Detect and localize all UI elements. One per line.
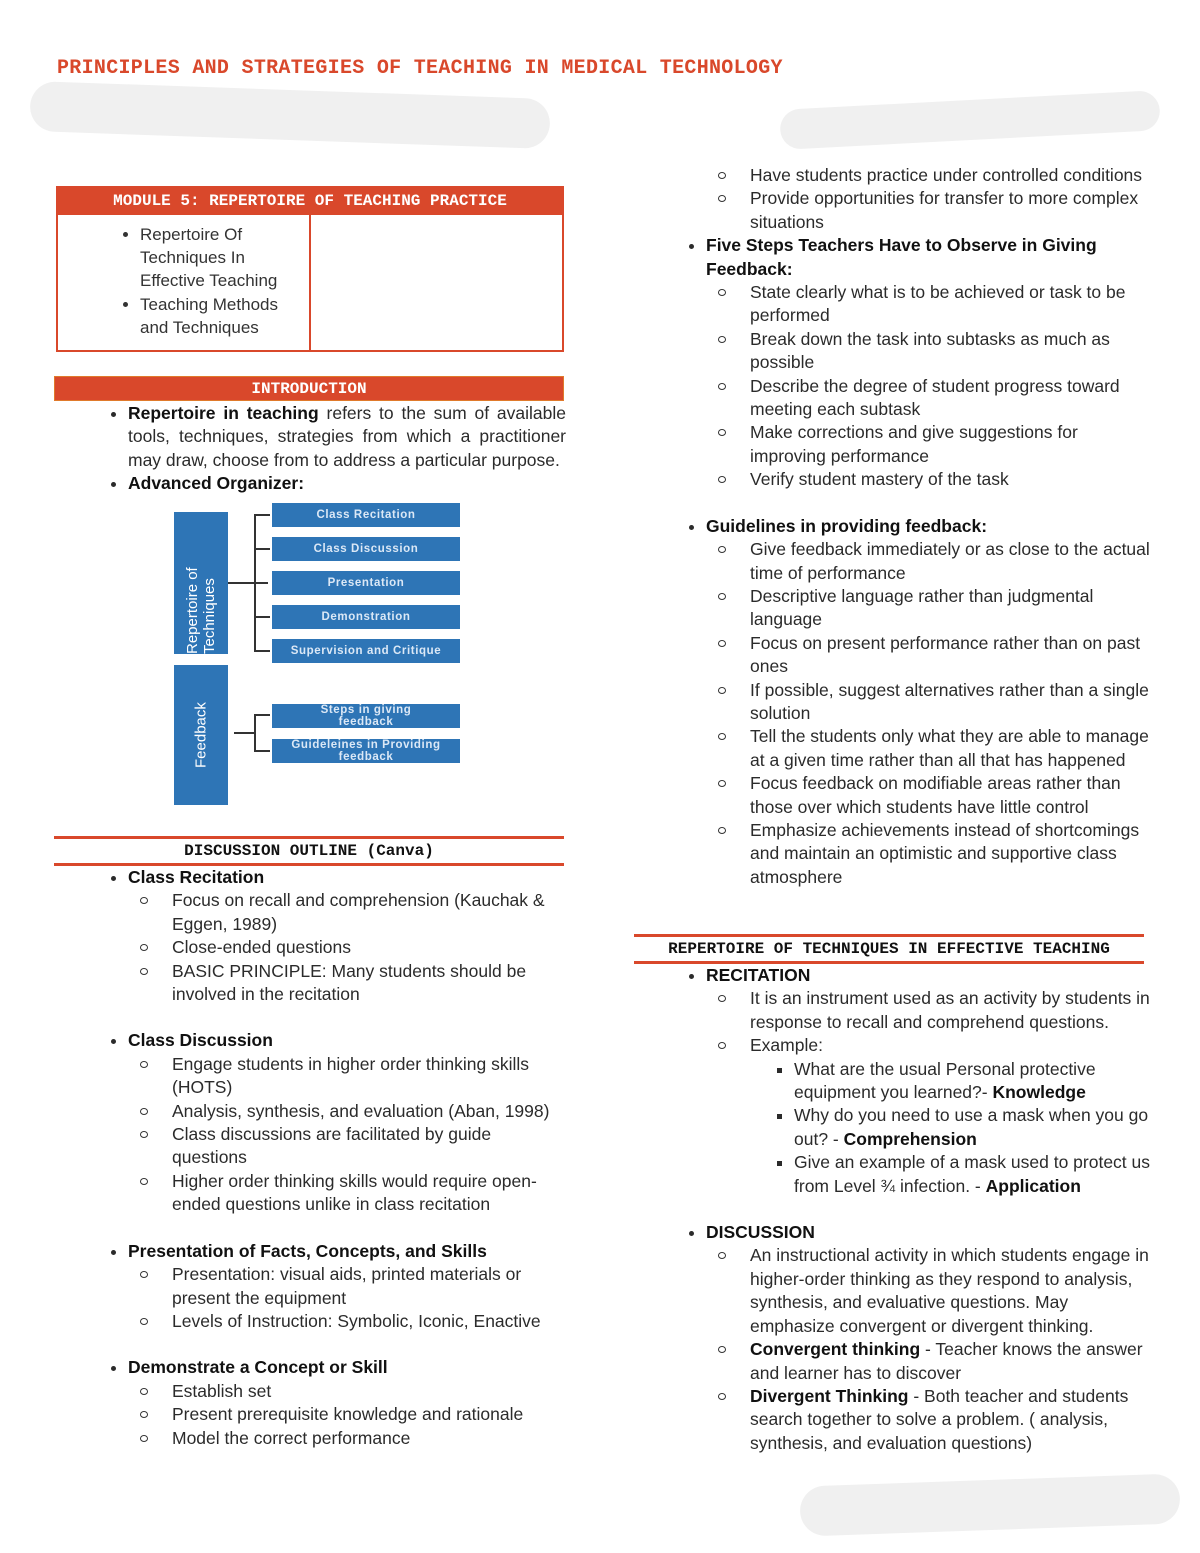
list-item: Descriptive language rather than judgmental language [750,585,1154,632]
list-item: Close-ended questions [172,936,566,959]
module-title: MODULE 5: REPERTOIRE OF TEACHING PRACTICE [58,188,562,215]
list-item: Tell the students only what they are able to manage at a given time rather than all that has happened [750,725,1154,772]
repertoire-section [634,964,1154,1455]
section-heading: • Guidelines in providing feedback: Give feedback immediately or as close to the actual time of performance Descriptive language rather than judgmental language Focus on present performance rather than on past ones If possible, suggest alternatives rather than a single solution Tell the students only what they are able to manage at a given time rather than all that has happened Focus feedback on modifiable areas rather than those over which students have little control Emphasize achievements instead of shortcomings and maintain an optimistic and supportive class atmosphere [706,515,1154,890]
section-heading: • Five Steps Teachers Have to Observe in Giving Feedback: State clearly what is to be achieved or task to be performed Break down the task into subtasks as much as possible Describe the degree of student progress toward meeting each subtask Make corrections and give suggestions for improving performance Verify student mastery of the task [706,234,1154,491]
advanced-organizer-diagram [172,500,472,810]
module-box [56,186,564,352]
module-topic-list [58,223,309,339]
list-item: State clearly what is to be achieved or task to be performed [750,281,1154,328]
list-item: Example: ▪ What are the usual Personal protective equipment you learned?- Knowledge ▪ Why do you need to use a mask when you go out? - Comprehension ▪ Give an example of a mask used to protect us from Level ¾ infection. - Application [750,1034,1154,1198]
list-item: Verify student mastery of the task [750,468,1154,491]
list-item: If possible, suggest alternatives rather than a single solution [750,679,1154,726]
list-item: Focus on present performance rather than on past ones [750,632,1154,679]
list-item: Analysis, synthesis, and evaluation (Aban, 1998) [172,1100,566,1123]
section-heading: • RECITATION It is an instrument used as an activity by students in response to recall and comprehend questions. Example: ▪ What are the usual Personal protective equipment you learned?- Knowledge ▪ Why do you need to use a mask when you go out? - Comprehension ▪ Give an example of a mask used to protect us from Level ¾ infection. - Application [706,964,1154,1198]
section-heading: • Class Discussion Engage students in higher order thinking skills (HOTS) Analysis, synthesis, and evaluation (Aban, 1998) Class discussions are facilitated by guide questions Higher order thinking skills would require open-ended questions unlike in class recitation [128,1029,566,1216]
list-item: Engage students in higher order thinking skills (HOTS) [172,1053,566,1100]
organizer-connector [254,514,270,516]
list-item: Give feedback immediately or as close to the actual time of performance [750,538,1154,585]
list-item: Convergent thinking - Teacher knows the answer and learner has to discover [750,1338,1154,1385]
list-item: Focus feedback on modifiable areas rather than those over which students have little control [750,772,1154,819]
organizer-group-repertoire: Repertoire of Techniques [174,512,228,654]
section-heading: • Presentation of Facts, Concepts, and Skills Presentation: visual aids, printed materials or present the equipment Levels of Instruction: Symbolic, Iconic, Enactive [128,1240,566,1334]
list-item: Class discussions are facilitated by guide questions [172,1123,566,1170]
organizer-item: Guideleines in Providing feedback [272,739,460,763]
list-item: Levels of Instruction: Symbolic, Iconic, Enactive [172,1310,566,1333]
section-heading: • DISCUSSION An instructional activity in which students engage in higher-order thinking as they respond to analysis, synthesis, and evaluative questions. May emphasize convergent or divergent thinking. Convergent thinking - Teacher knows the answer and learner has to discover Divergent Thinking - Both teacher and students search together to solve a problem. ( analysis, synthesis, and evaluation questions) [706,1221,1154,1455]
list-item: Higher order thinking skills would require open-ended questions unlike in class recitation [172,1170,566,1217]
organizer-item: Supervision and Critique [272,639,460,663]
organizer-connector [254,714,270,716]
organizer-item: Presentation [272,571,460,595]
introduction-section [56,402,566,496]
list-item: Have students practice under controlled conditions [750,164,1154,187]
discussion-outline-title: DISCUSSION OUTLINE (Canva) [54,836,564,866]
organizer-item: Class Recitation [272,503,460,527]
list-item: Break down the task into subtasks as much as possible [750,328,1154,375]
organizer-connector [254,548,270,550]
list-item: An instructional activity in which students engage in higher-order thinking as they respond to analysis, synthesis, and evaluative questions. May emphasize convergent or divergent thinking. [750,1244,1154,1338]
background-smear [799,1473,1181,1536]
organizer-connector [254,616,270,618]
background-smear [779,90,1161,150]
background-smear [29,81,550,149]
introduction-title: INTRODUCTION [54,376,564,401]
organizer-connector [254,514,256,652]
list-item: Model the correct performance [172,1427,566,1450]
example-item: ▪ Why do you need to use a mask when you go out? - Comprehension [794,1104,1154,1151]
organizer-item: Demonstration [272,605,460,629]
list-item: Establish set [172,1380,566,1403]
page-title: PRINCIPLES AND STRATEGIES OF TEACHING IN MEDICAL TECHNOLOGY [57,57,783,80]
list-item: Divergent Thinking - Both teacher and students search together to solve a problem. ( analysis, synthesis, and evaluation questions) [750,1385,1154,1455]
list-item: • Advanced Organizer: [128,472,566,495]
list-item: It is an instrument used as an activity by students in response to recall and comprehend questions. [750,987,1154,1034]
section-heading: • Class Recitation Focus on recall and comprehension (Kauchak & Eggen, 1989) Close-ended questions BASIC PRINCIPLE: Many students should be involved in the recitation [128,866,566,1006]
right-column [634,164,1154,889]
organizer-group-feedback: Feedback [174,665,228,805]
list-item: Provide opportunities for transfer to more complex situations [750,187,1154,234]
list-item: Describe the degree of student progress toward meeting each subtask [750,375,1154,422]
discussion-outline-section [56,866,566,1450]
list-item: Make corrections and give suggestions for improving performance [750,421,1154,468]
organizer-connector [228,582,268,584]
list-item: Present prerequisite knowledge and rationale [172,1403,566,1426]
organizer-connector [254,650,270,652]
organizer-connector [254,750,270,752]
organizer-connector [254,714,256,752]
example-item: ▪ Give an example of a mask used to protect us from Level ¾ infection. - Application [794,1151,1154,1198]
organizer-connector [234,732,254,734]
list-item: BASIC PRINCIPLE: Many students should be involved in the recitation [172,960,566,1007]
list-item: Focus on recall and comprehension (Kauchak & Eggen, 1989) [172,889,566,936]
module-topic: • Repertoire Of Techniques In Effective Teaching [140,223,309,292]
module-notes-cell [311,215,562,350]
list-item: Emphasize achievements instead of shortcomings and maintain an optimistic and supportive class atmosphere [750,819,1154,889]
repertoire-title: REPERTOIRE OF TECHNIQUES IN EFFECTIVE TEACHING [634,934,1144,964]
list-item: Presentation: visual aids, printed materials or present the equipment [172,1263,566,1310]
organizer-item: Class Discussion [272,537,460,561]
list-item: • Repertoire in teaching refers to the sum of available tools, techniques, strategies from which a practitioner may draw, choose from to address a particular purpose. [128,402,566,472]
section-heading: • Demonstrate a Concept or Skill Establish set Present prerequisite knowledge and rationale Model the correct performance [128,1356,566,1450]
organizer-item: Steps in giving feedback [272,704,460,728]
example-item: ▪ What are the usual Personal protective equipment you learned?- Knowledge [794,1058,1154,1105]
module-topic: • Teaching Methods and Techniques [140,293,309,339]
